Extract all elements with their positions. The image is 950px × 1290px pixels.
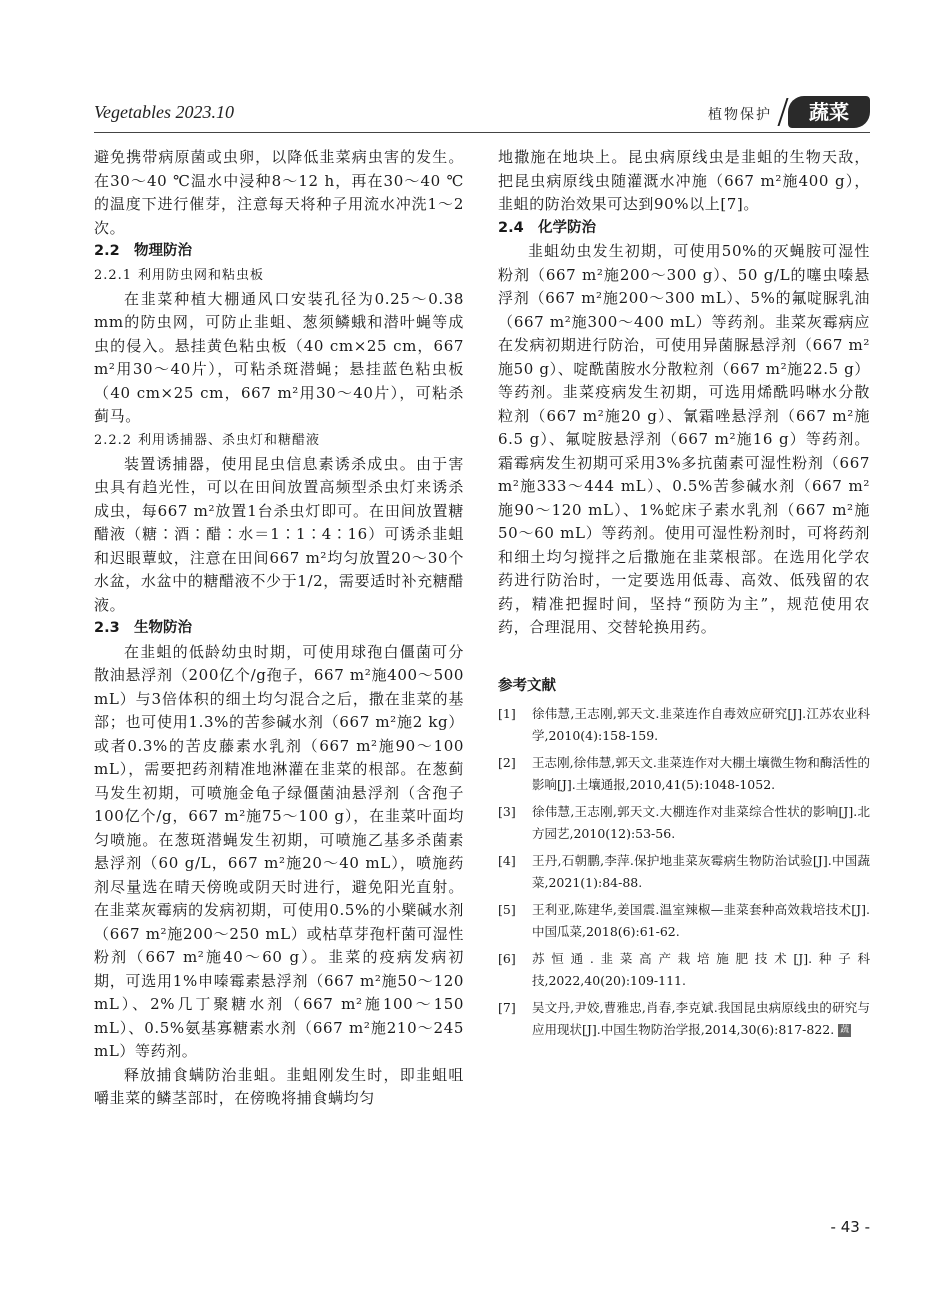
reference-text: 徐伟慧,王志刚,郭天文.韭菜连作自毒效应研究[J].江苏农业科学,2010(4):158-159. <box>532 705 870 743</box>
reference-item <box>498 948 870 993</box>
heading-title: 利用防虫网和粘虫板 <box>138 267 265 283</box>
subsection-heading-2-2-2 <box>94 429 464 453</box>
paragraph: 韭蛆幼虫发生初期，可使用50%的灭蝇胺可湿性粉剂（667 m²施200～300 g）、50 g/L的噻虫嗪悬浮剂（667 m²施200～300 mL）、5%的氟啶脲乳油（667 m²施300～400 mL）等药剂。韭菜灰霉病应在发病初期进行防治，可使用异菌脲悬浮剂（667 m²施50 g）、啶酰菌胺水分散粒剂（667 m²施22.5 g）等药剂。韭菜疫病发生初期，可选用烯酰吗啉水分散粒剂（667 m²施20 g）、氰霜唑悬浮剂（667 m²施6.5 g）、氟啶胺悬浮剂（667 m²施16 g）等药剂。霜霉病发生初期可采用3%多抗菌素可湿性粉剂（667 m²施333～444 mL）、0.5%苦参碱水剂（667 m²施90～120 mL）、1%蛇床子素水乳剂（667 m²施50～60 mL）等药剂。使用可湿性粉剂时，可将药剂和细土均匀搅拌之后撒施在韭菜根部。在选用化学农药进行防治时，一定要选用低毒、高效、低残留的农药，精准把握时间，坚持“预防为主”，规范使用农药，合理混用、交替轮换用药。 <box>498 242 870 636</box>
reference-text: 徐伟慧,王志刚,郭天文.大棚连作对韭菜综合性状的影响[J].北方园艺,2010(12):53-56. <box>532 803 870 841</box>
heading-number: 2.3 <box>94 620 120 636</box>
subsection-heading-2-2-1 <box>94 264 464 288</box>
reference-number: [3] <box>498 803 516 819</box>
reference-text: 王丹,石朝鹏,李萍.保护地韭菜灰霉病生物防治试验[J].中国蔬菜,2021(1):84-88. <box>532 852 870 890</box>
heading-number: 2.2.2 <box>94 432 133 448</box>
reference-item <box>498 703 870 748</box>
header-rule <box>94 132 870 133</box>
reference-number: [4] <box>498 852 516 868</box>
right-column <box>498 146 870 1046</box>
reference-text: 王利亚,陈建华,姜国震.温室辣椒—韭菜套种高效栽培技术[J].中国瓜菜,2018(6):61-62. <box>532 901 870 939</box>
section-heading-2-3 <box>94 617 464 641</box>
section-heading-2-2 <box>94 240 464 264</box>
left-column <box>94 146 464 1111</box>
reference-text: 苏恒通.韭菜高产栽培施肥技术[J].种子科技,2022,40(20):109-111. <box>532 950 870 988</box>
heading-number: 2.2 <box>94 243 120 259</box>
heading-number: 2.2.1 <box>94 267 133 283</box>
reference-text-content: 吴文丹,尹姣,曹雅忠,肖春,李克斌.我国昆虫病原线虫的研究与应用现状[J].中国生物防治学报,2014,30(6):817-822. <box>532 999 870 1037</box>
reference-list <box>498 703 870 1042</box>
reference-number: [1] <box>498 705 516 721</box>
section-label: 植物保护 <box>708 107 772 123</box>
end-mark-icon: 蔬 <box>840 1025 850 1035</box>
reference-item <box>498 850 870 895</box>
heading-title: 化学防治 <box>538 219 596 236</box>
heading-number: 2.4 <box>498 219 524 236</box>
reference-number: [2] <box>498 754 516 770</box>
heading-title: 生物防治 <box>134 620 192 636</box>
reference-number: [5] <box>498 901 516 917</box>
journal-name: Vegetables 2023.10 <box>94 102 234 122</box>
reference-item <box>498 997 870 1042</box>
paragraph: 地撒施在地块上。昆虫病原线虫是韭蛆的生物天敌，把昆虫病原线虫随灌溉水冲施（667 m²施400 g），韭蛆的防治效果可达到90%以上[7]。 <box>498 148 870 213</box>
paragraph: 装置诱捕器，使用昆虫信息素诱杀成虫。由于害虫具有趋光性，可以在田间放置高频型杀虫灯来诱杀成虫，每667 m²放置1台杀虫灯即可。在田间放置糖醋液（糖∶酒∶醋∶水＝1∶1∶4∶16）可诱杀韭蛆和迟眼蕈蚊，注意在田间667 m²均匀放置20～30个水盆，水盆中的糖醋液不少于1/2，需要适时补充糖醋液。 <box>94 454 464 614</box>
paragraph: 在韭菜种植大棚通风口安装孔径为0.25～0.38 mm的防虫网，可防止韭蛆、葱须鳞蛾和潜叶蝇等成虫的侵入。悬挂黄色粘虫板（40 cm×25 cm，667 m²用30～40片），可粘杀斑潜蝇；悬挂蓝色粘虫板（40 cm×25 cm，667 m²用30～40片），可粘杀蓟马。 <box>94 289 464 425</box>
section-heading-2-4 <box>498 217 870 241</box>
reference-item <box>498 801 870 846</box>
references-title: 参考文献 <box>498 677 556 694</box>
reference-number: [6] <box>498 950 516 966</box>
reference-text <box>532 997 870 1042</box>
running-header <box>94 96 870 130</box>
reference-number: [7] <box>498 999 516 1015</box>
brand-logo: 蔬菜 <box>788 96 870 128</box>
heading-title: 物理防治 <box>134 243 192 259</box>
reference-item <box>498 899 870 944</box>
paragraph: 避免携带病原菌或虫卵，以降低韭菜病虫害的发生。在30～40 ℃温水中浸种8～12 h，再在30～40 ℃的温度下进行催芽，注意每天将种子用流水冲洗1～2次。 <box>94 148 464 237</box>
heading-title: 利用诱捕器、杀虫灯和糖醋液 <box>138 432 321 448</box>
paragraph: 在韭蛆的低龄幼虫时期，可使用球孢白僵菌可分散油悬浮剂（200亿个/g孢子，667 m²施400～500 mL）与3倍体积的细土均匀混合之后，撒在韭菜的基部；也可使用1.3%的苦参碱水剂（667 m²施2 kg）或者0.3%的苦皮藤素水乳剂（667 m²施90～100 mL），需要把药剂精准地淋灌在韭菜的根部。在葱蓟马发生初期，可喷施金龟子绿僵菌油悬浮剂（含孢子100亿个/g，667 m²施75～100 g），在韭菜叶面均匀喷施。在葱斑潜蝇发生初期，可喷施乙基多杀菌素悬浮剂（60 g/L，667 m²施20～40 mL），喷施药剂尽量选在晴天傍晚或阴天时进行，避免阳光直射。在韭菜灰霉病的发病初期，可使用0.5%的小檗碱水剂（667 m²施200～250 mL）或枯草芽孢杆菌可湿性粉剂（667 m²施40～60 g）。韭菜的疫病发病初期，可选用1%申嗪霉素悬浮剂（667 m²施50～120 mL）、2%几丁聚糖水剂（667 m²施100～150 mL）、0.5%氨基寡糖素水剂（667 m²施210～245 mL）等药剂。 <box>94 642 464 1060</box>
reference-text: 王志刚,徐伟慧,郭天文.韭菜连作对大棚土壤微生物和酶活性的影响[J].土壤通报,2010,41(5):1048-1052. <box>532 754 870 792</box>
reference-item <box>498 752 870 797</box>
paragraph: 释放捕食螨防治韭蛆。韭蛆刚发生时，即韭蛆咀嚼韭菜的鳞茎部时，在傍晚将捕食螨均匀 <box>94 1065 464 1107</box>
page-number: - 43 - <box>830 1218 870 1236</box>
